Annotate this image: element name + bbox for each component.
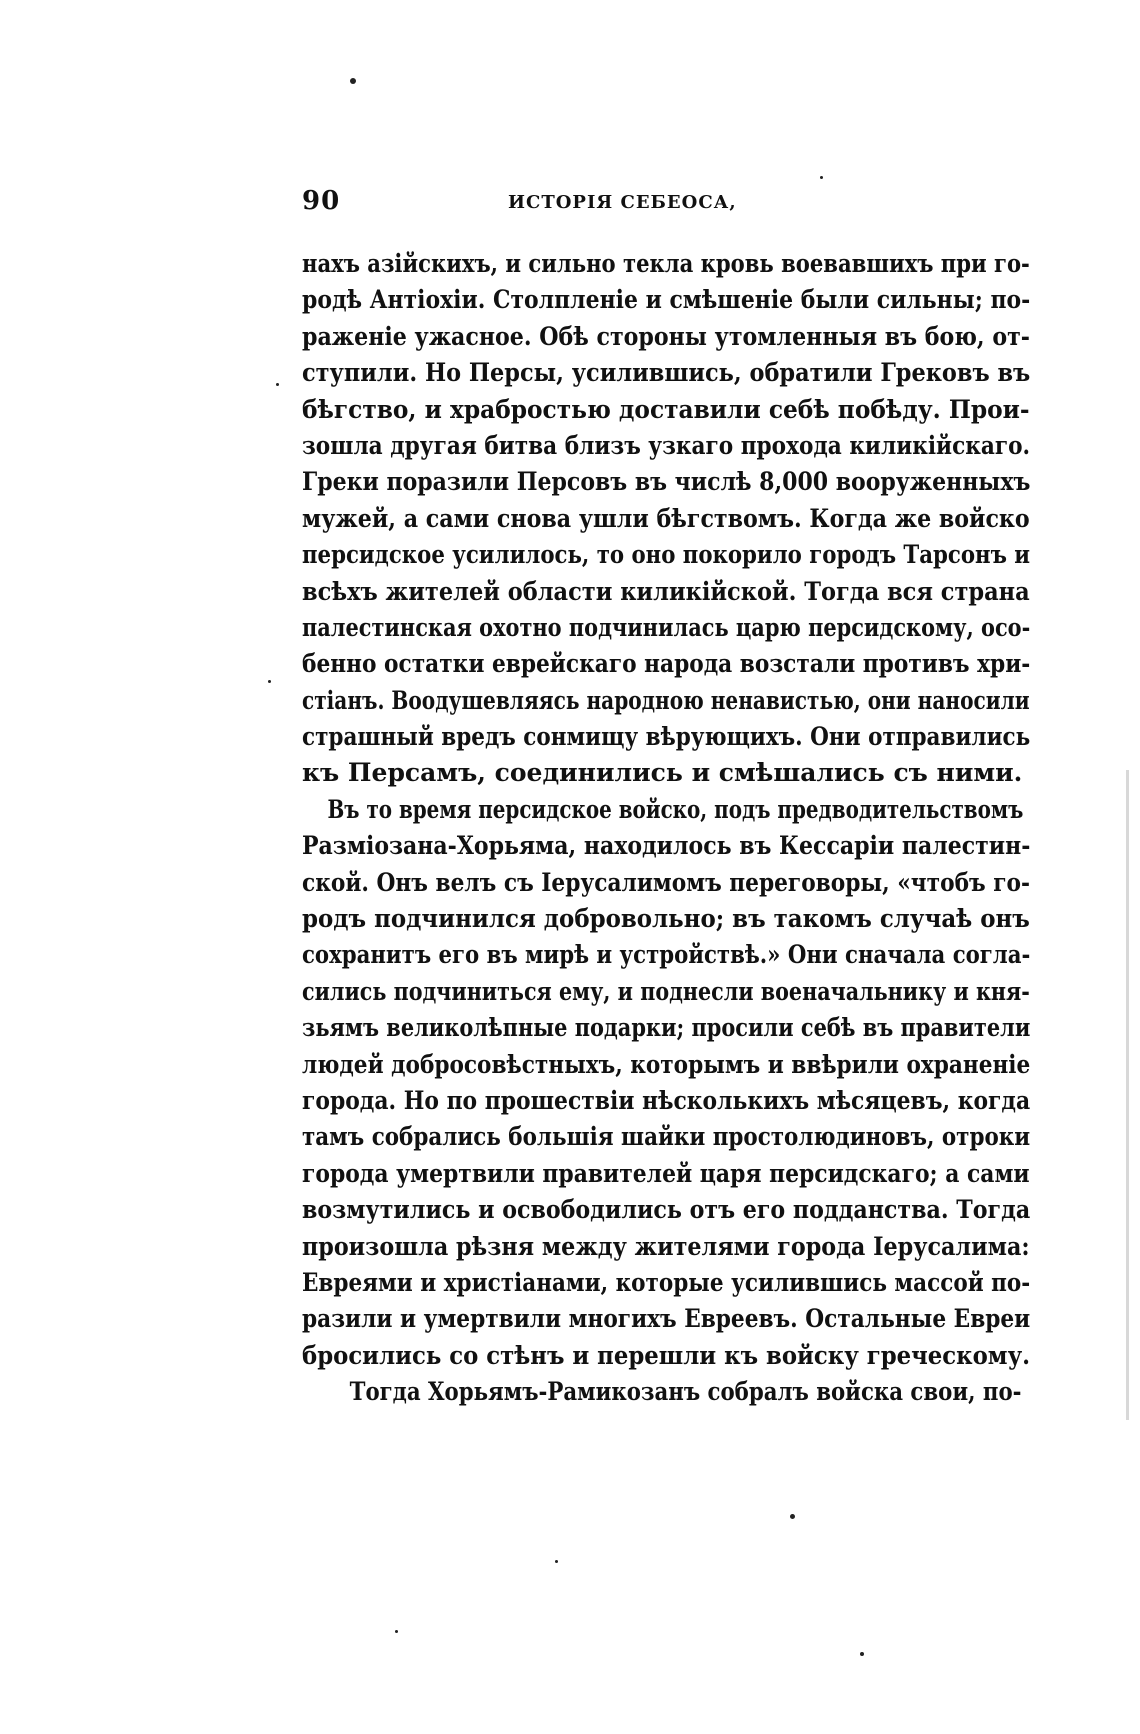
text-line: тамъ собрались большія шайки простолюдиновъ, отроки — [302, 1122, 1031, 1152]
text-line: бенно остатки еврейскаго народа возстали противъ хри- — [302, 649, 1031, 679]
text-line: страшный вредъ сонмищу вѣрующихъ. Они отправились — [302, 722, 1031, 752]
text-line: бѣгство, и храбростью доставили себѣ побѣду. Прои- — [302, 394, 1030, 424]
paragraph-first-line: Въ то время персидское войско, подъ предводительствомъ — [327, 794, 1024, 824]
text-line: людей добросовѣстныхъ, которымъ и ввѣрили охраненіе — [302, 1049, 1031, 1079]
scan-speck — [276, 383, 279, 386]
text-line: ской. Онъ велъ съ Іерусалимомъ переговоры, «чтобъ го- — [302, 867, 1031, 897]
text-line: Разміозана-Хорьяма, находилось въ Кессаріи палестин- — [302, 831, 1031, 861]
text-line: зьямъ великолѣпные подарки; просили себѣ въ правители — [302, 1013, 1031, 1043]
text-line: раженіе ужасное. Обѣ стороны утомленныя въ бою, от- — [302, 321, 1030, 351]
body-text — [302, 246, 1030, 1411]
text-line: сохранитъ его въ мирѣ и устройствѣ.» Они сначала согла- — [302, 940, 1031, 970]
page-number: 90 — [302, 186, 341, 216]
scan-speck — [350, 78, 356, 84]
text-line: произошла рѣзня между жителями города Іерусалима: — [302, 1231, 1030, 1261]
text-line: возмутились и освободились отъ его подданства. Тогда — [302, 1195, 1031, 1225]
text-line: ступили. Но Персы, усилившись, обратили Грековъ въ — [302, 358, 1031, 388]
text-line: къ Персамъ, соединились и смѣшались съ ними. — [302, 758, 1023, 788]
text-line: города умертвили правителей царя персидскаго; а сами — [302, 1158, 1030, 1188]
running-head — [302, 186, 1022, 222]
text-line: разили и умертвили многихъ Евреевъ. Остальные Евреи — [302, 1304, 1031, 1334]
scan-edge-shadow — [1126, 770, 1129, 1420]
text-line: мужей, а сами снова ушли бѣгствомъ. Когда же войско — [302, 503, 1030, 533]
text-line: всѣхъ жителей области киликійской. Тогда вся страна — [302, 576, 1030, 606]
running-title: ИСТОРІЯ СЕБЕОСА, — [508, 192, 737, 213]
scan-speck — [860, 1652, 864, 1656]
scan-speck — [790, 1514, 795, 1519]
text-line: родѣ Антіохіи. Столпленіе и смѣшеніе были сильны; по- — [302, 285, 1031, 315]
scan-speck — [555, 1560, 558, 1563]
text-line: Греки поразили Персовъ въ числѣ 8,000 вооруженныхъ — [302, 467, 1031, 497]
text-line: бросились со стѣнъ и перешли къ войску греческому. — [302, 1340, 1031, 1370]
text-line: родъ подчинился добровольно; въ такомъ случаѣ онъ — [302, 904, 1030, 934]
text-line: зошла другая битва близъ узкаго прохода киликійскаго. — [302, 430, 1031, 460]
text-line: стіанъ. Воодушевляясь народною ненавистью, они наносили — [302, 685, 1030, 715]
text-line: города. Но по прошествіи нѣсколькихъ мѣсяцевъ, когда — [302, 1085, 1031, 1115]
text-line: персидское усилилось, то оно покорило городъ Тарсонъ и — [302, 540, 1031, 570]
text-line: нахъ азійскихъ, и сильно текла кровь воевавшихъ при го- — [302, 249, 1030, 278]
text-line: сились подчиниться ему, и поднесли военачальнику и кня- — [302, 976, 1030, 1006]
text-line: Евреями и христіанами, которые усилившись массой по- — [302, 1267, 1031, 1297]
scan-speck — [395, 1630, 398, 1633]
text-line: палестинская охотно подчинилась царю персидскому, осо- — [302, 612, 1031, 642]
scan-speck — [268, 680, 271, 683]
paragraph-first-line: Тогда Хорьямъ-Рамикозанъ собралъ войска свои, по- — [349, 1377, 1022, 1407]
scan-speck — [820, 176, 823, 179]
